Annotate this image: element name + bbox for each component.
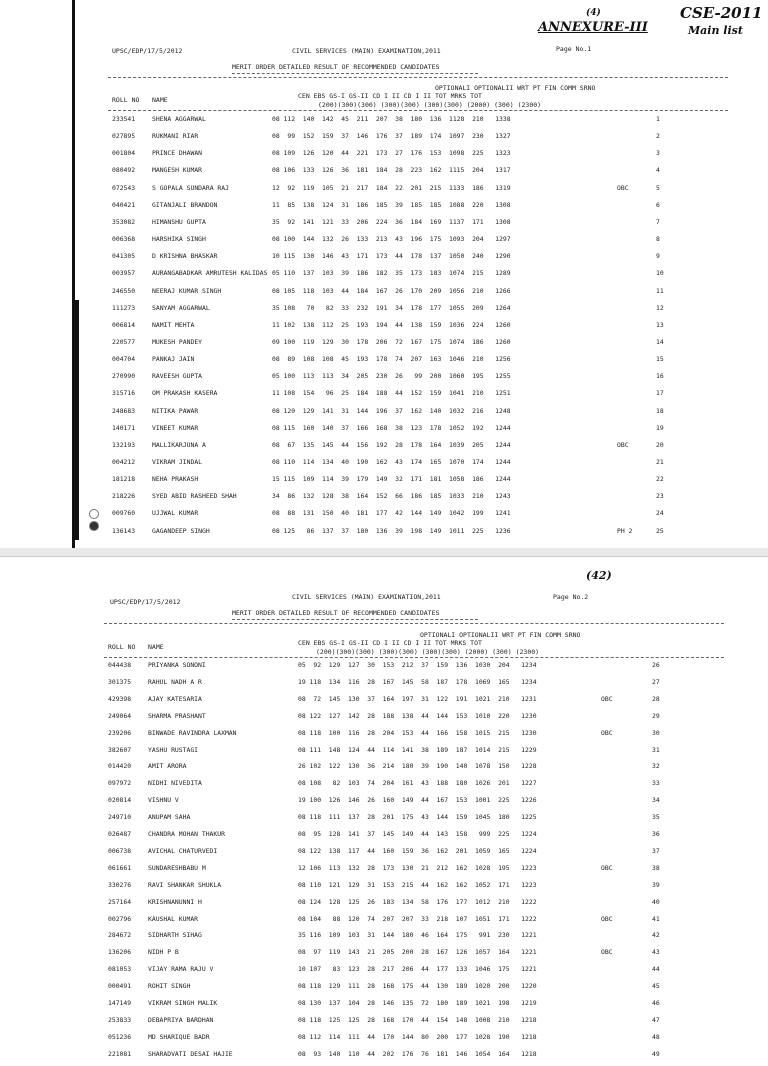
roll-number: 218226 (112, 492, 136, 501)
candidate-name: VIKRAM JINDAL (152, 458, 203, 466)
marks-values: 08 112 140 142 45 211 207 38 180 136 1128 210 1338 (272, 115, 511, 123)
serial-number: 13 (656, 320, 664, 329)
table-row (0, 948, 768, 964)
marks-values: 08 124 128 125 26 183 134 58 176 177 1012 210 1222 (298, 897, 537, 906)
serial-number: 33 (652, 779, 660, 788)
serial-number: 43 (652, 948, 660, 957)
marks-values: 08 89 108 108 45 193 178 74 207 163 1046 210 1256 (272, 355, 511, 364)
roll-number: 014420 (108, 762, 132, 771)
roll-number: 111273 (112, 303, 136, 312)
candidate-name: VIKRAM SINGH MALIK (148, 999, 218, 1007)
marks-values: 08 110 121 129 31 153 215 44 162 162 1052 171 1223 (298, 880, 537, 889)
roll-number: 147149 (108, 999, 132, 1007)
marks-values: 12 106 113 132 28 173 130 21 212 162 1028 195 1223 (298, 863, 537, 872)
candidate-name: RUKMANI RIAR (152, 132, 199, 141)
roll-number: 249064 (108, 711, 132, 720)
candidate-name: MALLIKARJUNA A (152, 440, 206, 449)
column-header-top: OPTIONALI OPTIONALII WRT PT FIN COMM SRNO (435, 84, 596, 92)
candidate-name: BINWADE RAVINDRA LAXMAN (148, 728, 237, 737)
roll-number: 233541 (112, 115, 136, 123)
roll-number: 136143 (112, 526, 136, 535)
table-row (0, 475, 768, 491)
table-row (0, 166, 768, 182)
serial-number: 48 (652, 1032, 660, 1041)
candidate-name: AURANGABADKAR AMRUTESH KALIDAS (152, 269, 268, 278)
serial-number: 7 (656, 217, 660, 226)
serial-number: 47 (652, 1015, 660, 1024)
candidate-name: GAGANDEEP SINGH (152, 526, 210, 535)
roll-number: 181218 (112, 475, 136, 484)
reference-number: UPSC/EDP/17/5/2012 (110, 598, 181, 606)
serial-number: 6 (656, 200, 660, 209)
table-row (0, 881, 768, 897)
serial-number: 39 (652, 880, 660, 889)
roll-number: 001804 (112, 149, 136, 158)
column-header-roll: ROLL NO (112, 96, 140, 104)
serial-number: 23 (656, 492, 664, 501)
candidate-name: VINEET KUMAR (152, 423, 199, 432)
column-header-sub: (200)(300)(300) (300)(300) (300)(300) (2000) (300) (2300) (318, 101, 542, 109)
table-row (0, 712, 768, 728)
exam-title: CIVIL SERVICES (MAIN) EXAMINATION,2011 (292, 47, 441, 55)
roll-number: 051236 (108, 1032, 132, 1041)
serial-number: 4 (656, 166, 660, 175)
community: OBC (617, 440, 629, 449)
marks-values: 08 118 129 111 28 168 175 44 130 189 1020 200 1220 (298, 982, 537, 991)
serial-number: 1 (656, 115, 660, 123)
serial-number: 10 (656, 269, 664, 278)
page-number: Page No.2 (553, 593, 589, 601)
serial-number: 40 (652, 897, 660, 906)
serial-number: 27 (652, 677, 660, 686)
table-row (0, 999, 768, 1015)
candidate-name: AVICHAL CHATURVEDI (148, 846, 218, 855)
serial-number: 34 (652, 796, 660, 805)
marks-values: 12 92 119 105 21 217 184 22 201 215 1133 186 1319 (272, 183, 511, 192)
marks-values: 08 106 133 126 36 181 184 28 223 162 1115 204 1317 (272, 166, 511, 175)
header-rule (104, 657, 724, 658)
marks-values: 08 122 127 142 28 188 138 44 144 153 1010 220 1230 (298, 711, 537, 720)
candidate-name: VISHNU V (148, 796, 179, 805)
marks-values: 09 100 119 129 30 178 206 72 167 175 1074 186 1260 (272, 337, 511, 346)
table-row (0, 338, 768, 354)
marks-values: 08 108 82 103 74 204 161 43 188 180 1026 201 1227 (298, 779, 537, 788)
marks-values: 35 116 109 103 31 144 180 46 164 175 991 230 1221 (298, 931, 537, 940)
table-row (0, 830, 768, 846)
roll-number: 315716 (112, 389, 136, 398)
marks-values: 11 85 138 124 31 186 185 39 185 185 1088 220 1308 (272, 200, 511, 209)
marks-values: 11 108 154 96 25 184 188 44 152 159 1041 210 1251 (272, 389, 511, 398)
marks-values: 08 109 126 120 44 221 173 27 176 153 1098 225 1323 (272, 149, 511, 158)
roll-number: 026487 (108, 830, 132, 838)
marks-values: 08 104 88 120 74 207 207 33 218 107 1051 171 1222 (298, 914, 537, 923)
serial-number: 25 (656, 526, 664, 535)
serial-number: 45 (652, 982, 660, 991)
column-header-sub: (200)(300)(300) (300)(300) (300)(300) (2000) (300) (2300) (316, 648, 540, 656)
marks-values: 08 112 114 111 44 170 144 80 200 177 1028 190 1218 (298, 1032, 537, 1041)
roll-number: 429398 (108, 694, 132, 703)
candidate-name: ANUPAM SAHA (148, 813, 191, 822)
roll-number: 257164 (108, 897, 132, 906)
community: PH 2 (617, 526, 633, 535)
table-row (0, 1033, 768, 1049)
table-row (0, 678, 768, 694)
candidate-name: PANKAJ JAIN (152, 355, 195, 364)
table-row (0, 898, 768, 914)
header-rule (104, 623, 724, 624)
table-row (0, 252, 768, 268)
serial-number: 26 (652, 661, 660, 669)
roll-number: 081053 (108, 965, 132, 974)
marks-values: 08 72 145 130 37 164 197 31 122 191 1021 210 1231 (298, 694, 537, 703)
table-row (0, 661, 768, 677)
marks-values: 08 122 138 117 44 160 159 36 162 201 1059 165 1224 (298, 846, 537, 855)
roll-number: 040421 (112, 200, 136, 209)
roll-number: 027895 (112, 132, 136, 141)
roll-number: 000491 (108, 982, 132, 991)
table-row (0, 492, 768, 508)
candidate-name: SUNDARESHBABU M (148, 863, 206, 872)
table-row (0, 218, 768, 234)
serial-number: 36 (652, 830, 660, 838)
table-row (0, 527, 768, 543)
serial-number: 30 (652, 728, 660, 737)
serial-number: 20 (656, 440, 664, 449)
candidate-name: YASHU RUSTAGI (148, 745, 199, 754)
table-row (0, 509, 768, 525)
roll-number: 382607 (108, 745, 132, 754)
column-header-mid: CEN EBS GS-I GS-II CD I II CD I II TOT MRKS TOT (298, 639, 482, 647)
table-row (0, 304, 768, 320)
main-list-label: Main list (688, 24, 743, 37)
marks-values: 05 92 129 127 30 153 212 37 159 136 1030 204 1234 (298, 661, 537, 669)
marks-values: 08 88 131 150 40 181 177 42 144 149 1042 199 1241 (272, 509, 511, 518)
marks-values: 08 118 125 125 28 168 170 44 154 148 1008 210 1218 (298, 1015, 537, 1024)
marks-values: 08 100 144 132 26 133 213 43 196 175 1093 204 1297 (272, 235, 511, 244)
serial-number: 5 (656, 183, 660, 192)
candidate-name: S GOPALA SUNDARA RAJ (152, 183, 229, 192)
marks-values: 26 102 122 130 36 214 180 39 190 140 1078 150 1228 (298, 762, 537, 771)
roll-number: 221081 (108, 1049, 132, 1058)
serial-number: 2 (656, 132, 660, 141)
serial-number: 22 (656, 475, 664, 484)
marks-values: 35 92 141 121 33 206 224 36 184 169 1137 171 1308 (272, 217, 511, 226)
serial-number: 3 (656, 149, 660, 158)
candidate-name: SIDHARTH SIHAG (148, 931, 202, 940)
table-row (0, 287, 768, 303)
marks-values: 08 93 140 110 44 202 176 76 181 146 1054 164 1218 (298, 1049, 537, 1058)
result-page-2 (0, 556, 768, 1058)
table-row (0, 149, 768, 165)
candidate-name: ROHIT SINGH (148, 982, 191, 991)
marks-values: 08 105 118 103 44 184 167 26 170 209 1056 210 1266 (272, 286, 511, 295)
candidate-name: PRINCE DHAWAN (152, 149, 203, 158)
community: OBC (601, 863, 613, 872)
serial-number: 29 (652, 711, 660, 720)
candidate-name: MUKESH PANDEY (152, 337, 203, 346)
candidate-name: NIDH P B (148, 948, 179, 957)
header-rule (108, 77, 728, 78)
serial-number: 19 (656, 423, 664, 432)
roll-number: 248683 (112, 406, 136, 415)
candidate-name: AMIT ARORA (148, 762, 187, 771)
candidate-name: DEBAPRIYA BARDHAN (148, 1015, 214, 1024)
candidate-name: HIMANSHU GUPTA (152, 217, 206, 226)
candidate-name: SYED ABID RASHEED SHAH (152, 492, 237, 501)
table-row (0, 115, 768, 131)
table-row (0, 779, 768, 795)
roll-number: 002796 (108, 914, 132, 923)
roll-number: 020814 (108, 796, 132, 805)
header-rule (108, 110, 728, 111)
roll-number: 246550 (112, 286, 136, 295)
serial-number: 8 (656, 235, 660, 244)
community: OBC (601, 728, 613, 737)
serial-number: 24 (656, 509, 664, 518)
roll-number: 140171 (112, 423, 136, 432)
roll-number: 353082 (112, 217, 136, 226)
candidate-name: VIJAY RAMA RAJU V (148, 965, 214, 974)
serial-number: 31 (652, 745, 660, 754)
roll-number: 006368 (112, 235, 136, 244)
community: OBC (601, 948, 613, 957)
candidate-name: NEERAJ KUMAR SINGH (152, 286, 222, 295)
candidate-name: SHARADVATI DESAI HAJIE (148, 1049, 233, 1058)
candidate-name: PRIYANKA SONONI (148, 661, 206, 669)
table-row (0, 965, 768, 981)
result-subtitle: MERIT ORDER DETAILED RESULT OF RECOMMENDED CANDIDATES (232, 63, 440, 71)
roll-number: 132193 (112, 440, 136, 449)
column-header-name: NAME (148, 643, 164, 651)
table-row (0, 931, 768, 947)
serial-number: 42 (652, 931, 660, 940)
roll-number: 044438 (108, 661, 132, 669)
candidate-name: RAHUL NADH A R (148, 677, 202, 686)
candidate-name: NAMIT MEHTA (152, 320, 195, 329)
marks-values: 05 100 113 113 34 205 230 26 99 200 1060 195 1255 (272, 372, 511, 381)
marks-values: 19 118 134 116 28 167 145 58 187 178 1069 165 1234 (298, 677, 537, 686)
table-row (0, 269, 768, 285)
candidate-name: RAVEESH GUPTA (152, 372, 203, 381)
table-row (0, 132, 768, 148)
candidate-name: NITIKA PAWAR (152, 406, 199, 415)
serial-number: 12 (656, 303, 664, 312)
marks-values: 08 115 160 140 37 166 168 38 123 178 1052 192 1244 (272, 423, 511, 432)
serial-number: 49 (652, 1049, 660, 1058)
candidate-name: SHARMA PRASHANT (148, 711, 206, 720)
page-number: Page No.1 (556, 45, 592, 53)
subtitle-underline (232, 619, 478, 620)
roll-number: 253833 (108, 1015, 132, 1024)
roll-number: 097972 (108, 779, 132, 788)
serial-number: 14 (656, 337, 664, 346)
subtitle-underline (232, 73, 478, 74)
table-row (0, 864, 768, 880)
roll-number: 009760 (112, 509, 136, 518)
table-row (0, 458, 768, 474)
roll-number: 220577 (112, 337, 136, 346)
marks-values: 08 125 86 137 37 180 136 39 198 149 1011 225 1236 (272, 526, 511, 535)
handwritten-page-number: (42) (586, 569, 612, 582)
roll-number: 004212 (112, 458, 136, 466)
table-row (0, 321, 768, 337)
table-row (0, 746, 768, 762)
candidate-name: NEHA PRAKASH (152, 475, 199, 484)
table-row (0, 1016, 768, 1032)
marks-values: 11 102 138 112 25 193 194 44 138 159 1036 224 1260 (272, 320, 511, 329)
roll-number: 041305 (112, 252, 136, 261)
marks-values: 08 99 152 159 37 146 176 37 189 174 1097 230 1327 (272, 132, 511, 141)
roll-number: 006814 (112, 320, 136, 329)
table-row (0, 407, 768, 423)
marks-values: 08 130 137 104 28 146 135 72 180 189 1021 198 1219 (298, 999, 537, 1007)
marks-values: 08 110 114 134 40 190 162 43 174 165 1070 174 1244 (272, 458, 511, 466)
roll-number: 284672 (108, 931, 132, 940)
marks-values: 08 67 135 145 44 156 192 28 178 164 1039 205 1244 (272, 440, 511, 449)
table-row (0, 915, 768, 931)
table-row (0, 424, 768, 440)
marks-values: 34 86 132 128 38 164 152 66 186 185 1033 210 1243 (272, 492, 511, 501)
marks-values: 05 110 137 103 39 186 182 35 173 183 1074 215 1289 (272, 269, 511, 278)
table-row (0, 762, 768, 778)
reference-number: UPSC/EDP/17/5/2012 (112, 47, 183, 55)
marks-values: 08 95 128 141 37 145 149 44 143 158 999 225 1224 (298, 830, 537, 838)
serial-number: 28 (652, 694, 660, 703)
candidate-name: KRISHNANUNNI H (148, 897, 202, 906)
roll-number: 006738 (108, 846, 132, 855)
roll-number: 301375 (108, 677, 132, 686)
serial-number: 9 (656, 252, 660, 261)
roll-number: 003957 (112, 269, 136, 278)
serial-number: 32 (652, 762, 660, 771)
marks-values: 08 120 129 141 31 144 196 37 162 140 1032 216 1248 (272, 406, 511, 415)
roll-number: 270990 (112, 372, 136, 381)
marks-values: 15 115 109 114 39 179 149 32 171 181 1058 186 1244 (272, 475, 511, 484)
table-row (0, 847, 768, 863)
roll-number: 080492 (112, 166, 136, 175)
column-header-top: OPTIONALI OPTIONALII WRT PT FIN COMM SRNO (420, 631, 581, 639)
candidate-name: OM PRAKASH KASERA (152, 389, 218, 398)
serial-number: 18 (656, 406, 664, 415)
candidate-name: D KRISHNA BHASKAR (152, 252, 218, 261)
result-subtitle: MERIT ORDER DETAILED RESULT OF RECOMMENDED CANDIDATES (232, 609, 440, 617)
column-header-roll: ROLL NO (108, 643, 136, 651)
candidate-name: CHANDRA MOHAN THAKUR (148, 830, 225, 838)
table-row (0, 184, 768, 200)
table-row (0, 813, 768, 829)
serial-number: 11 (656, 286, 664, 295)
column-header-name: NAME (152, 96, 168, 104)
page-gap (0, 548, 768, 556)
serial-number: 15 (656, 355, 664, 364)
serial-number: 41 (652, 914, 660, 923)
marks-values: 08 111 148 124 44 114 141 38 189 187 1014 215 1229 (298, 745, 537, 754)
candidate-name: NIDHI NIVEDITA (148, 779, 202, 788)
roll-number: 239206 (108, 728, 132, 737)
serial-number: 17 (656, 389, 664, 398)
roll-number: 061661 (108, 863, 132, 872)
serial-number: 38 (652, 863, 660, 872)
handwritten-page-number: (4) (586, 8, 601, 18)
serial-number: 46 (652, 999, 660, 1007)
marks-values: 10 115 130 146 43 171 173 44 178 137 1050 240 1290 (272, 252, 511, 261)
roll-number: 004704 (112, 355, 136, 364)
table-row (0, 729, 768, 745)
serial-number: 44 (652, 965, 660, 974)
candidate-name: UJJWAL KUMAR (152, 509, 199, 518)
candidate-name: MD SHARIQUE BADR (148, 1032, 210, 1041)
table-row (0, 441, 768, 457)
community: OBC (601, 914, 613, 923)
roll-number: 330276 (108, 880, 132, 889)
community: OBC (601, 694, 613, 703)
table-row (0, 695, 768, 711)
serial-number: 37 (652, 846, 660, 855)
table-row (0, 235, 768, 251)
roll-number: 072543 (112, 183, 136, 192)
marks-values: 10 107 83 123 28 217 206 44 177 133 1046 175 1221 (298, 965, 537, 974)
roll-number: 249710 (108, 813, 132, 822)
candidate-name: KAUSHAL KUMAR (148, 914, 199, 923)
table-row (0, 355, 768, 371)
candidate-name: SANYAM AGGARWAL (152, 303, 210, 312)
column-header-mid: CEN EBS GS-I GS-II CD I II CD I II TOT MRKS TOT (298, 92, 482, 100)
marks-values: 08 97 119 143 21 205 200 28 167 126 1057 164 1221 (298, 948, 537, 957)
marks-values: 08 118 100 116 28 204 153 44 166 158 1015 215 1230 (298, 728, 537, 737)
community: OBC (617, 183, 629, 192)
marks-values: 08 118 111 137 28 201 175 43 144 159 1045 180 1225 (298, 813, 537, 822)
table-row (0, 201, 768, 217)
marks-values: 35 108 70 82 33 232 191 34 178 177 1055 209 1264 (272, 303, 511, 312)
roll-number: 136206 (108, 948, 132, 957)
candidate-name: HARSHIKA SINGH (152, 235, 206, 244)
candidate-name: SHENA AGGARWAL (152, 115, 206, 123)
serial-number: 21 (656, 458, 664, 466)
table-row (0, 372, 768, 388)
candidate-name: GITANJALI BRANDON (152, 200, 218, 209)
table-row (0, 1050, 768, 1066)
annexure-label: ANNEXURE-III (538, 20, 648, 35)
table-row (0, 796, 768, 812)
serial-number: 16 (656, 372, 664, 381)
candidate-name: RAVI SHANKAR SHUKLA (148, 880, 222, 889)
serial-number: 35 (652, 813, 660, 822)
marks-values: 19 100 126 146 26 160 149 44 167 153 1001 225 1226 (298, 796, 537, 805)
table-row (0, 982, 768, 998)
table-row (0, 389, 768, 405)
candidate-name: AJAY KATESARIA (148, 694, 202, 703)
cse-label: CSE-2011 (680, 4, 763, 22)
exam-title: CIVIL SERVICES (MAIN) EXAMINATION,2011 (292, 593, 441, 601)
candidate-name: MANGESH KUMAR (152, 166, 203, 175)
